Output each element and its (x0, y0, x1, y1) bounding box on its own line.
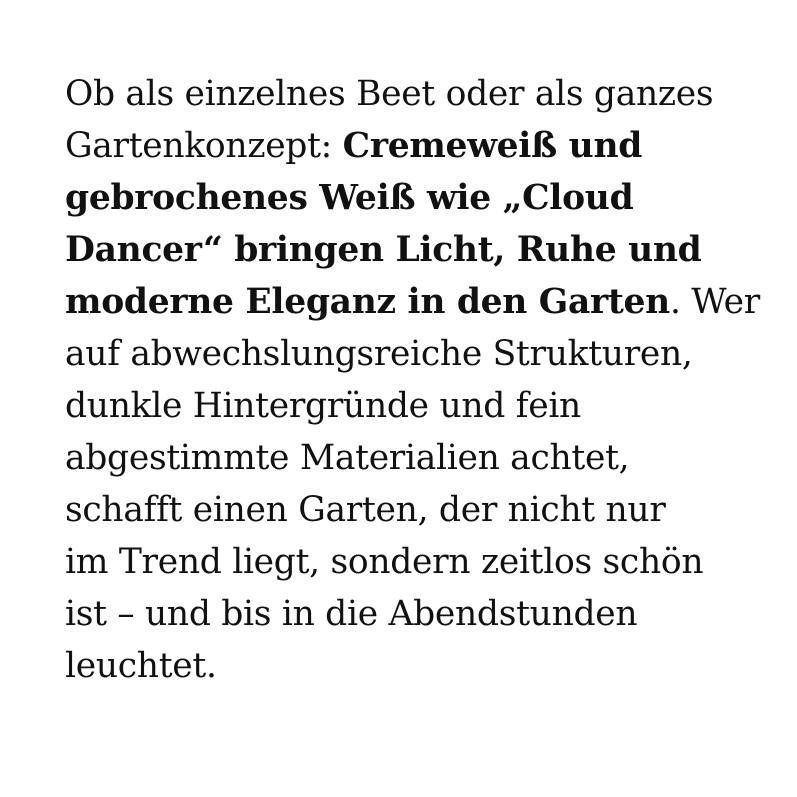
text-segment: . Wer (669, 282, 760, 322)
paragraph-line (65, 276, 765, 328)
text-segment: Ob als einzelnes Beet oder als ganzes (65, 74, 714, 114)
paragraph-line (65, 328, 765, 380)
paragraph-line (65, 380, 765, 432)
bold-text-segment: Cremeweiß und (342, 126, 643, 166)
paragraph-line (65, 172, 765, 224)
paragraph-line (65, 640, 765, 692)
paragraph-line (65, 484, 765, 536)
text-segment: im Trend liegt, sondern zeitlos schön (65, 542, 704, 582)
text-segment: schafft einen Garten, der nicht nur (65, 490, 666, 530)
bold-text-segment: Dancer“ bringen Licht, Ruhe und (65, 230, 702, 270)
paragraph-line (65, 120, 765, 172)
paragraph-line (65, 68, 765, 120)
text-segment: ist – und bis in die Abendstunden (65, 594, 638, 634)
paragraph-line (65, 588, 765, 640)
bold-text-segment: moderne Eleganz in den Garten (65, 282, 670, 322)
text-segment: Gartenkonzept: (65, 126, 343, 166)
body-paragraph (65, 68, 765, 692)
bold-text-segment: gebrochenes Weiß wie „Cloud (65, 178, 634, 218)
text-segment: abgestimmte Materialien achtet, (65, 438, 630, 478)
paragraph-line (65, 536, 765, 588)
paragraph-line (65, 224, 765, 276)
text-segment: auf abwechslungsreiche Strukturen, (65, 334, 693, 374)
text-segment: leuchtet. (65, 646, 217, 686)
text-segment: dunkle Hintergründe und fein (65, 386, 581, 426)
paragraph-line (65, 432, 765, 484)
